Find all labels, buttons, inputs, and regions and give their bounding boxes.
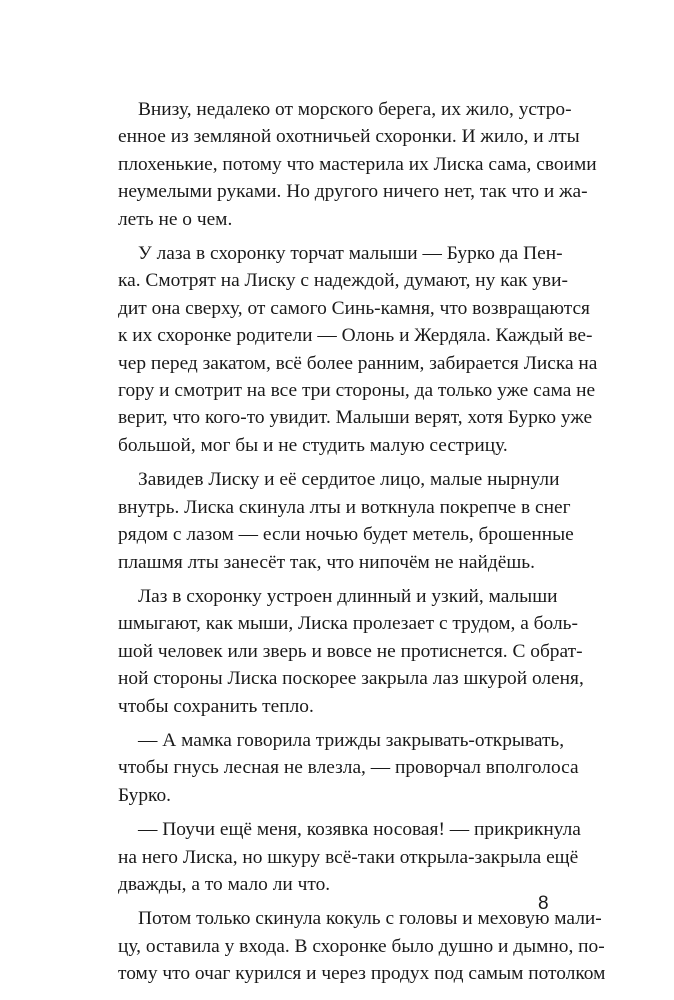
text-line: ной стороны Лиска поскорее закрыла лаз шкурой оленя, [118,668,584,690]
text-line: У лаза в схоронку торчат малыши — Бурко да Пен- [138,243,563,265]
text-line: Внизу, недалеко от морского берега, их жило, устро- [138,99,572,120]
text-line: Потом только скинула кокуль с головы и меховую мали- [138,908,602,930]
text-line: шой человек или зверь и вовсе не протиснется. С обрат- [118,640,583,662]
text-line: шмыгают, как мыши, Лиска пролезает с трудом, а боль- [118,613,578,635]
text-line: енное из земляной охотничьей схоронки. И жило, и лты [118,126,580,148]
text-line: леть не о чем. [118,208,233,230]
text-line: верит, что кого-то увидит. Малыши верят, хотя Бурко уже [118,407,593,429]
paragraph [118,96,597,233]
text-line: гору и смотрит на все три стороны, да только уже сама не [118,380,596,402]
paragraph [118,905,606,987]
text-line: плохенькие, потому что мастерила их Лиска сама, своими [118,153,597,175]
text-line: плашмя лты занесёт так, что нипочём не найдёшь. [118,551,535,573]
text-line: тому что очаг курился и через продух под самым потолком [118,963,606,985]
text-line: — А мамка говорила трижды закрывать-открывать, [138,729,565,751]
text-line: чер перед закатом, всё более ранним, забирается Лиска на [118,352,598,374]
text-line: на него Лиска, но шкуру всё-таки открыла-закрыла ещё [118,846,579,868]
text-line: Завидев Лиску и её сердитое лицо, малые нырнули [138,469,560,491]
text-line: неумелыми руками. Но другого ничего нет, так что и жа- [118,181,588,203]
body-text [118,96,606,995]
text-line: Бурко. [118,784,172,806]
paragraph [118,583,584,720]
text-line: дважды, а то мало ли что. [118,873,331,895]
text-line: рядом с лазом — если ночью будет метель, брошенные [118,524,574,546]
text-line: дит она сверху, от самого Синь-камня, что возвращаются [118,297,590,319]
page-number: 8 [538,893,549,914]
text-line: цу, оставила у входа. В схоронке было душно и дымно, по- [118,935,605,957]
text-line: к их схоронке родители — Олонь и Жердяла. Каждый ве- [118,325,593,347]
paragraph [118,816,581,898]
text-line: чтобы гнусь лесная не влезла, — проворчал вполголоса [118,757,579,779]
text-line: чтобы сохранить тепло. [118,695,314,717]
paragraph [118,240,598,459]
text-line: внутрь. Лиска скинула лты и воткнула покрепче в снег [118,496,571,518]
text-line: ка. Смотрят на Лиску с надеждой, думают, ну как уви- [118,270,568,292]
text-line: Лаз в схоронку устроен длинный и узкий, малыши [138,585,558,607]
paragraph [118,466,574,576]
paragraph [118,727,579,809]
text-line: — Поучи ещё меня, козявка носовая! — прикрикнула [138,819,581,841]
text-line: большой, мог бы и не студить малую сестрицу. [118,434,508,456]
